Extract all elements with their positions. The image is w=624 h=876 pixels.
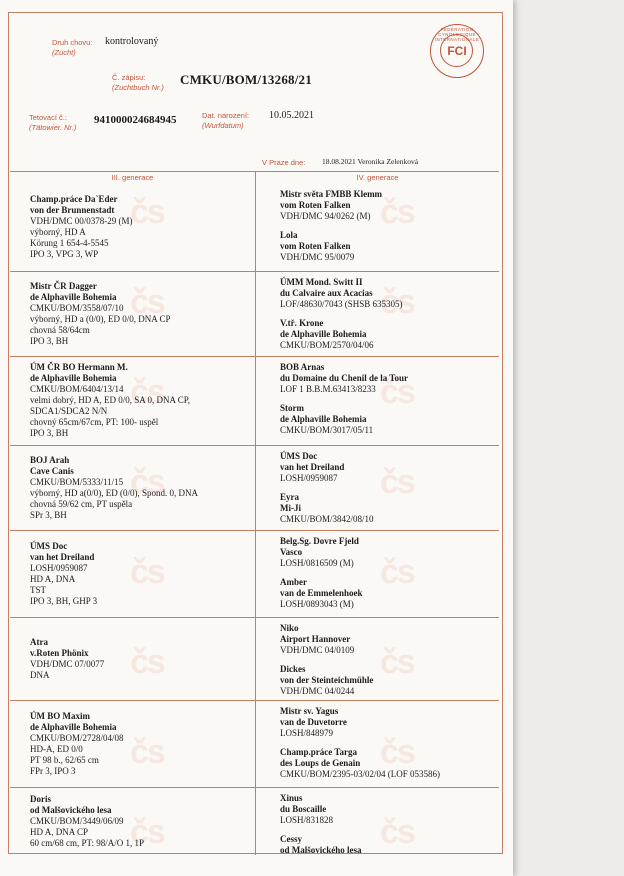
right-entry-line: du Domaine du Chenil de la Tour (280, 373, 409, 383)
left-entry-line: CMKU/BOM/6404/13/14 (30, 384, 124, 394)
left-pedigree-entry (30, 194, 255, 260)
right-entry-line: van de Emmelenhoek (280, 588, 363, 598)
left-entry-line: výborný, HD a(0/0), ED (0/0), Spond. 0, DNA (30, 487, 198, 498)
row-divider (10, 445, 499, 446)
right-entry-line: Airport Hannover (280, 634, 351, 644)
pedigree-grid (10, 183, 499, 855)
narozeni-value: 10.05.2021 (269, 110, 314, 121)
right-entry-line: LOSH/848979 (280, 728, 334, 738)
right-entry-line: Mistr světa FMBB Klemm (280, 189, 383, 199)
left-entry-line: Cave Canis (30, 465, 74, 476)
right-entry-line: van het Dreiland (280, 462, 345, 472)
left-entry-line: de Alphaville Bohemia (30, 291, 117, 302)
left-entry-line: chovná 59/62 cm, PT uspěla (30, 498, 133, 509)
tetovaci-label: Tetovací č.: (Tätowier. Nr.) (29, 113, 77, 132)
left-pedigree-entry (30, 541, 255, 607)
watermark-mark: čs (130, 643, 164, 681)
right-entry-line: vom Roten Falken (280, 200, 351, 210)
column-header-right: IV. generace (356, 173, 399, 182)
right-entry-line: Mistr sv. Yagus (280, 706, 339, 716)
left-entry-line: IPO 3, VPG 3, WP (30, 249, 99, 259)
right-entry-line: Cessy (280, 834, 302, 844)
left-entry-line: ÚMS Doc (30, 540, 68, 551)
watermark-mark: čs (380, 643, 414, 681)
right-entry-line: de Alphaville Bohemia (280, 329, 367, 339)
watermark-mark: čs (130, 463, 164, 501)
right-entry-line: ÚMM Mond. Switt II (280, 277, 363, 287)
right-entry-line: Eyra (280, 492, 299, 502)
left-entry-line: HD A, DNA CP (30, 826, 89, 837)
fci-logo (430, 24, 484, 78)
right-entry-line: CMKU/BOM/3842/08/10 (280, 514, 374, 524)
left-entry-line: Mistr ČR Dagger (30, 280, 97, 291)
right-pedigree-entry-dam (280, 318, 505, 351)
left-entry-line: de Alphaville Bohemia (30, 373, 117, 383)
right-entry-line: Storm (280, 403, 304, 413)
left-entry-line: CMKU/BOM/5333/11/15 (30, 476, 124, 487)
left-entry-line: výborný, HD A (30, 227, 86, 237)
druh-chovu-label: Druh chovu: (Zucht) (52, 38, 93, 57)
right-entry-line: BOB Arnas (280, 362, 325, 372)
right-entry-line: vom Roten Falken (280, 241, 351, 251)
right-entry-line: Niko (280, 623, 299, 633)
left-entry-line: DNA (30, 669, 50, 680)
right-entry-line: des Loups de Genain (280, 758, 361, 768)
row-divider (10, 617, 499, 618)
right-pedigree-entry-dam (280, 834, 505, 856)
right-entry-line: LOSH/0893043 (M) (280, 599, 354, 609)
right-pedigree-entry-dam (280, 664, 505, 697)
left-entry-line: SDCA1/SDCA2 N/N (30, 406, 108, 416)
watermark-mark: čs (380, 373, 414, 411)
watermark-mark: čs (380, 733, 414, 771)
left-entry-line: Atra (30, 636, 48, 647)
left-entry-line: LOSH/0959087 (30, 562, 88, 573)
right-pedigree-entry-sire (280, 189, 505, 222)
right-entry-line: Amber (280, 577, 307, 587)
left-entry-line: HD-A, ED 0/0 (30, 743, 83, 754)
right-entry-line: de Alphaville Bohemia (280, 414, 367, 424)
left-entry-line: v.Roten Phönix (30, 647, 89, 658)
left-entry-line: CMKU/BOM/3449/06/09 (30, 815, 124, 826)
column-divider (255, 171, 256, 855)
left-entry-line: Körung 1 654-4-5545 (30, 238, 109, 248)
right-entry-line: CMKU/BOM/2570/04/06 (280, 340, 374, 350)
watermark-mark: čs (380, 813, 414, 851)
watermark-mark: čs (130, 553, 164, 591)
left-pedigree-entry (30, 362, 255, 439)
watermark-mark: čs (130, 283, 164, 321)
left-entry-line: VDH/DMC 07/0077 (30, 658, 105, 669)
watermark-mark: čs (380, 463, 414, 501)
right-pedigree-entry-dam (280, 403, 505, 436)
left-entry-line: Champ.práce Da`Eder (30, 194, 118, 204)
right-entry-line: du Calvaire aux Acacias (280, 288, 373, 298)
watermark-mark: čs (130, 373, 164, 411)
right-pedigree-entry-dam (280, 577, 505, 610)
row-divider (10, 700, 499, 701)
right-entry-line: LOSH/0959087 (280, 473, 338, 483)
watermark-mark: čs (130, 813, 164, 851)
left-entry-line: PT 98 b., 62/65 cm (30, 754, 99, 765)
left-pedigree-entry (30, 794, 255, 849)
right-pedigree-entry-dam (280, 230, 505, 263)
left-entry-line: de Alphaville Bohemia (30, 721, 117, 732)
row-divider (10, 530, 499, 531)
right-entry-line: V.tř. Krone (280, 318, 324, 328)
praze-label: V Praze dne: (262, 158, 306, 167)
left-entry-line: velmi dobrý, HD A, ED 0/0, SA 0, DNA CP, (30, 395, 191, 405)
left-entry-line: CMKU/BOM/2728/04/08 (30, 732, 124, 743)
row-divider (10, 787, 499, 788)
right-entry-line: VDH/DMC 04/0109 (280, 645, 355, 655)
right-entry-line: du Boscaille (280, 804, 327, 814)
left-entry-line: FPr 3, IPO 3 (30, 765, 76, 776)
left-pedigree-entry (30, 711, 255, 777)
left-entry-line: chovný 65cm/67cm, PT: 100- uspěl (30, 417, 159, 427)
right-pedigree-entry-sire (280, 623, 505, 656)
left-entry-line: od Malšovického lesa (30, 804, 112, 815)
right-entry-line: Vasco (280, 547, 303, 557)
left-entry-line: 60 cm/68 cm, PT: 98/A/O 1, 1P (30, 837, 145, 848)
narozeni-label: Dat. narození: (Wurfdatum) (202, 111, 250, 130)
left-entry-line: IPO 3, BH, GHP 3 (30, 595, 98, 606)
right-entry-line: ÚMS Doc (280, 451, 318, 461)
left-entry-line: von der Brunnenstadt (30, 205, 115, 215)
left-entry-line: BOJ Arah (30, 454, 70, 465)
left-entry-line: chovná 58/64cm (30, 324, 90, 335)
row-divider (10, 271, 499, 272)
column-header-left: III. generace (111, 173, 154, 182)
left-entry-line: IPO 3, BH (30, 335, 69, 346)
fci-logo-text: FCI (447, 44, 467, 58)
left-entry-line: výborný, HD a (0/0), ED 0/0, DNA CP (30, 313, 171, 324)
zapis-number: CMKU/BOM/13268/21 (180, 72, 312, 87)
praze-value: 18.08.2021 Veronika Zelenková (322, 157, 419, 166)
right-entry-line: Dickes (280, 664, 306, 674)
left-entry-line: ÚM BO Maxim (30, 710, 90, 721)
right-entry-line: CMKU/BOM/2395-03/02/04 (LOF 053586) (280, 769, 441, 779)
row-divider (10, 356, 499, 357)
right-pedigree-entry-sire (280, 793, 505, 826)
left-entry-line: van het Dreiland (30, 551, 95, 562)
right-entry-line: LOF 1 B.B.M.63413/8233 (280, 384, 376, 394)
right-pedigree-entry-dam (280, 492, 505, 525)
right-entry-line: od Malšovického lesa (280, 845, 362, 855)
right-pedigree-entry-sire (280, 536, 505, 569)
right-entry-line: Xinus (280, 793, 303, 803)
left-pedigree-entry (30, 281, 255, 347)
right-entry-line: VDH/DMC 04/0244 (280, 686, 355, 696)
druh-chovu-value: kontrolovaný (105, 36, 159, 47)
watermark-mark: čs (380, 283, 414, 321)
watermark-mark: čs (380, 193, 414, 231)
left-entry-line: SPr 3, BH (30, 509, 67, 520)
right-pedigree-entry-sire (280, 451, 505, 484)
right-entry-line: van de Duvetorre (280, 717, 347, 727)
left-entry-line: ÚM ČR BO Hermann M. (30, 362, 128, 372)
right-pedigree-entry-sire (280, 362, 505, 395)
right-pedigree-entry-dam (280, 747, 505, 780)
right-entry-line: Lola (280, 230, 298, 240)
watermark-mark: čs (130, 733, 164, 771)
left-pedigree-entry (30, 637, 255, 681)
tetovaci-value: 941000024684945 (94, 114, 177, 126)
right-entry-line: LOSH/831828 (280, 815, 334, 825)
watermark-mark: čs (380, 553, 414, 591)
right-entry-line: VDH/DMC 94/0262 (M) (280, 211, 371, 221)
right-pedigree-entry-sire (280, 706, 505, 739)
left-entry-line: TST (30, 584, 47, 595)
left-pedigree-entry (30, 455, 255, 521)
left-entry-line: CMKU/BOM/3558/07/10 (30, 302, 124, 313)
left-entry-line: Doris (30, 793, 51, 804)
right-entry-line: LOSH/0816509 (M) (280, 558, 354, 568)
right-entry-line: VDH/DMC 95/0079 (280, 252, 355, 262)
right-entry-line: Mi-Ji (280, 503, 301, 513)
left-entry-line: IPO 3, BH (30, 428, 69, 438)
left-entry-line: VDH/DMC 00/0378-29 (M) (30, 216, 133, 226)
watermark-mark: čs (130, 193, 164, 231)
right-entry-line: Champ.práce Targa (280, 747, 358, 757)
right-entry-line: CMKU/BOM/3017/05/11 (280, 425, 374, 435)
fci-logo-ring-text: FÉDÉRATION CYNOLOGIQUE INTERNATIONALE (434, 27, 480, 42)
right-entry-line: LOF/48630/7043 (SHSB 635305) (280, 299, 403, 309)
left-entry-line: HD A, DNA (30, 573, 76, 584)
right-entry-line: Belg.Sg. Dovre Fjeld (280, 536, 359, 546)
right-entry-line: von der Steinteichmühle (280, 675, 374, 685)
right-pedigree-entry-sire (280, 277, 505, 310)
zapis-label: Č. zápisu: (Zuchtbuch Nr.) (112, 73, 164, 92)
